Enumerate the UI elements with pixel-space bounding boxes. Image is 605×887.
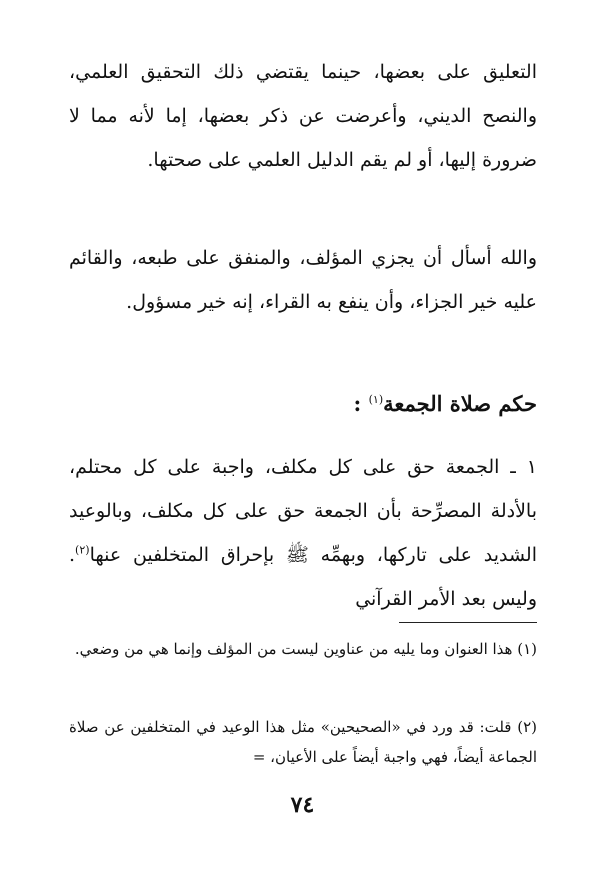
body-paragraph-3 [69, 445, 537, 621]
body-paragraph-2: والله أسأل أن يجزي المؤلف، والمنفق على طبعه، والقائم عليه خير الجزاء، وأن ينفع به القراء، إنه خير مسؤول. [69, 247, 537, 313]
body-paragraph-1: التعليق على بعضها، حينما يقتضي ذلك التحقيق العلمي، والنصح الديني، وأعرضت عن ذكر بعضها، إما لأنه مما لا ضرورة إليها، أو لم يقم الدليل العلمي على صحتها. [69, 61, 537, 171]
footnote-2: (٢) قلت: قد ورد في «الصحيحين» مثل هذا الوعيد في المتخلفين عن صلاة الجماعة أيضاً، فهي واجبة أيضاً على الأعيان، = [69, 718, 537, 766]
footnote-divider [399, 622, 537, 623]
page-number: ٧٤ [290, 792, 315, 818]
section-heading [69, 382, 537, 422]
heading-text: حكم صلاة الجمعة [383, 391, 537, 416]
paragraph-3-text-b: . وليس بعد الأمر القرآني [69, 544, 537, 610]
heading-colon: : [353, 391, 362, 416]
paragraph-3-footnote-mark: (٢) [75, 543, 90, 557]
heading-footnote-mark: (١) [368, 393, 384, 406]
paragraph-3-text-a: ١ ـ الجمعة حق على كل مكلف، واجبة على كل محتلم، بالأدلة المصرِّحة بأن الجمعة حق على كل مكلف، وبالوعيد الشديد على تاركها، وبهمِّه ﷺ بإحراق المتخلفين عنها [69, 456, 537, 566]
footnote-1: (١) هذا العنوان وما يليه من عناوين ليست من المؤلف وإنما هي من وضعي. [74, 640, 537, 658]
